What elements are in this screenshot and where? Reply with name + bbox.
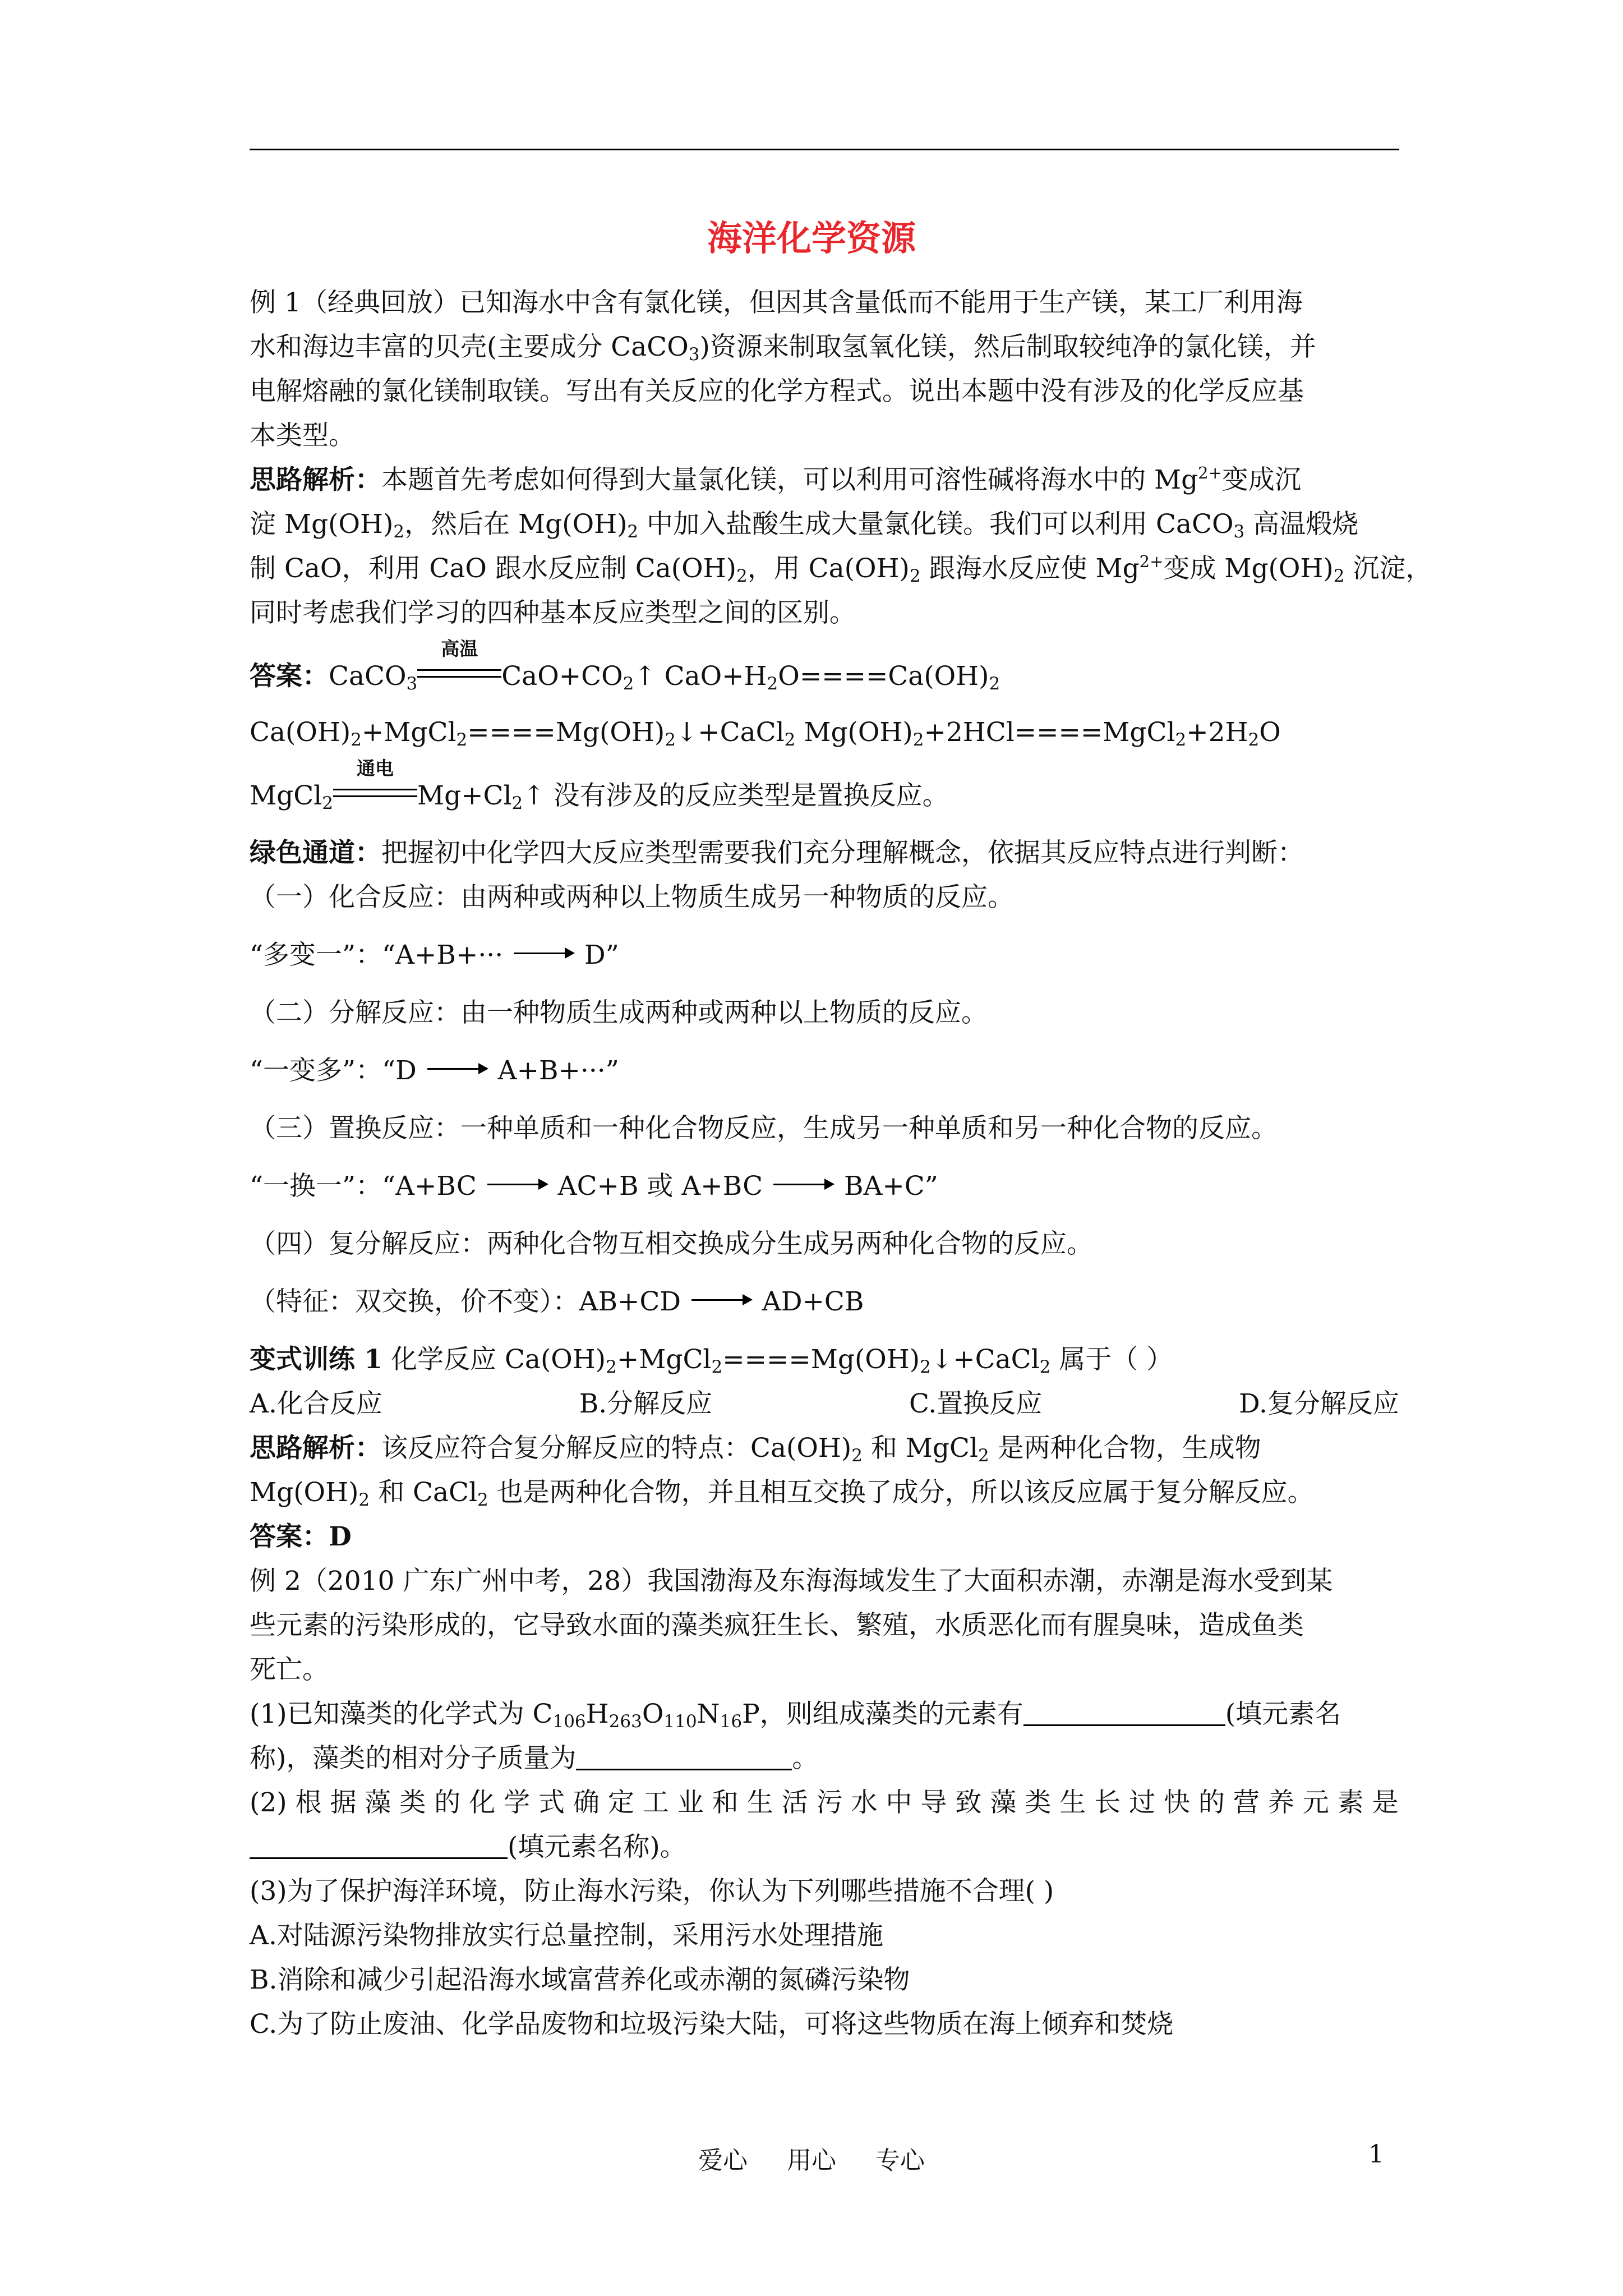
arrow-icon — [511, 945, 576, 961]
ex1-line-4: 本类型。 — [250, 420, 355, 451]
arrow-icon — [485, 1176, 550, 1193]
green-formula-3: “一换一”：“A+BC AC+B 或 A+BC BA+C” — [250, 1171, 938, 1202]
ex2-q2-line-2: (填元素名称)。 — [250, 1825, 1399, 1869]
ex1-line-1: 例 1（经典回放）已知海水中含有氯化镁，但因其含量低而不能用于生产镁，某工厂利用海 — [250, 287, 1303, 318]
arrow-icon — [425, 1060, 490, 1077]
answer1-eq-2: $Ca(OH)_2+MgCl_2====Mg(OH)_2↓+CaCl_2$ $Mg(OH)_2+2HCl====MgCl_2+2H_2O$ — [250, 717, 1281, 750]
footer-motto: 爱心 用心 专心 — [698, 2146, 925, 2175]
analysis1-line-2: 淀 $Mg(OH)_2$，然后在 $Mg(OH)_2$ 中加入盐酸生成大量氯化镁。我们可以利用 CaCO$_3$ 高温煅烧 — [250, 509, 1359, 542]
green-type-1: （一）化合反应：由两种或两种以上物质生成另一种物质的反应。 — [250, 882, 1014, 913]
green-formula-4: （特征：双交换，价不变）：AB+CD AD+CB — [250, 1286, 864, 1317]
ex1-line-3: 电解熔融的氯化镁制取镁。写出有关反应的化学方程式。说出本题中没有涉及的化学反应基 — [250, 376, 1304, 407]
drill1-analysis-2: $Mg(OH)_2$ 和 CaCl$_2$ 也是两种化合物，并且相互交换了成分，所以该反应属于复分解反应。 — [250, 1477, 1314, 1510]
ex2-q1-line-2: 称)，藻类的相对分子质量为 。 — [250, 1743, 819, 1774]
green-formula-1: “多变一”：“A+B+··· D” — [250, 940, 619, 970]
option-a: A.化合反应 — [250, 1388, 382, 1419]
green-type-2: （二）分解反应：由一种物质生成两种或两种以上物质的反应。 — [250, 997, 988, 1028]
page-number: 1 — [1368, 2140, 1384, 2169]
ex2-line-3: 死亡。 — [250, 1654, 329, 1685]
option-c: C.置换反应 — [909, 1388, 1043, 1419]
ex1-line-2: 水和海边丰富的贝壳(主要成分 CaCO$_3$)资源来制取氢氧化镁，然后制取较纯净的氯化镁，并 — [250, 332, 1316, 365]
content — [250, 280, 1432, 2046]
answer-blank — [250, 1830, 508, 1859]
option-b: B.分解反应 — [579, 1388, 713, 1419]
reaction-condition-high-temp: 高温 — [417, 661, 501, 684]
answer1-eq-1: 答案：CaCO$_3$ 高温 $CaO+CO_2↑$ $CaO+H_2O====Ca(OH)_2$ — [250, 638, 1000, 694]
ex2-option-a: A.对陆源污染物排放实行总量控制，采用污水处理措施 — [250, 1920, 883, 1951]
page-title: 海洋化学资源 — [707, 218, 916, 259]
ex2-q1-line-1: (1)已知藻类的化学式为 $C_{106}H_{263}O_{110}N_{16}P$，则组成藻类的元素有 (填元素名 — [250, 1699, 1341, 1732]
ex2-line-1: 例 2（2010 广东广州中考，28）我国渤海及东海海域发生了大面积赤潮，赤潮是海水受到某 — [250, 1566, 1333, 1596]
ex2-option-b: B.消除和减少引起沿海水域富营养化或赤潮的氮磷污染物 — [250, 1964, 910, 1995]
ex2-option-c: C.为了防止废油、化学品废物和垃圾污染大陆，可将这些物质在海上倾弃和焚烧 — [250, 2009, 1174, 2040]
ex2-q2-line-1: (2) 根 据 藻 类 的 化 学 式 确 定 工 业 和 生 活 污 水 中 导 致 藻 类 生 长 过 快 的 营 养 元 素 是 — [250, 1787, 1399, 1818]
ex2-line-2: 些元素的污染形成的，它导致水面的藻类疯狂生长、繁殖，水质恶化而有腥臭味，造成鱼类 — [250, 1610, 1304, 1641]
answer-label: 答案： — [250, 661, 329, 692]
analysis-label: 思路解析： — [250, 464, 381, 495]
header-rule — [250, 149, 1399, 150]
answer1-eq-3: MgCl$_2$ 通电 $Mg+Cl_2↑$ 没有涉及的反应类型是置换反应。 — [250, 757, 949, 813]
drill-label: 变式训练 1 — [250, 1344, 383, 1375]
option-d: D.复分解反应 — [1239, 1388, 1399, 1419]
ex2-q3: (3)为了保护海洋环境，防止海水污染，你认为下列哪些措施不合理( ) — [250, 1876, 1054, 1907]
arrow-icon — [689, 1291, 754, 1308]
green-type-4: （四）复分解反应：两种化合物互相交换成分生成另两种化合物的反应。 — [250, 1228, 1093, 1259]
analysis1-line-1: 思路解析：本题首先考虑如何得到大量氯化镁，可以利用可溶性碱将海水中的 $Mg^{2+}$变成沉 — [250, 463, 1301, 495]
answer-blank — [1023, 1697, 1225, 1726]
drill1-answer: 答案：D — [250, 1521, 352, 1552]
drill1-options — [250, 1382, 1399, 1426]
green-type-3: （三）置换反应：一种单质和一种化合物反应，生成另一种单质和另一种化合物的反应。 — [250, 1113, 1278, 1144]
green-intro: 绿色通道：把握初中化学四大反应类型需要我们充分理解概念，依据其反应特点进行判断： — [250, 838, 1304, 868]
answer-blank — [576, 1742, 792, 1770]
analysis1-line-3: 制 CaO，利用 CaO 跟水反应制 $Ca(OH)_2$，用 $Ca(OH)_2$ 跟海水反应使 $Mg^{2+}$变成 $Mg(OH)_2$ 沉淀， — [250, 552, 1432, 586]
reaction-condition-electric: 通电 — [333, 781, 417, 803]
drill1-question: 变式训练 1 化学反应 $Ca(OH)_2+MgCl_2====Mg(OH)_2↓+CaCl_2$ 属于（ ） — [250, 1344, 1173, 1377]
green-label: 绿色通道： — [250, 838, 381, 868]
drill1-analysis-1: 思路解析：该反应符合复分解反应的特点：$Ca(OH)_2$ 和 MgCl$_2$ 是两种化合物，生成物 — [250, 1433, 1261, 1466]
answer-label: 答案： — [250, 1521, 329, 1552]
analysis1-line-4: 同时考虑我们学习的四种基本反应类型之间的区别。 — [250, 597, 856, 628]
arrow-icon — [771, 1176, 836, 1193]
green-formula-2: “一变多”：“D A+B+···” — [250, 1055, 619, 1086]
analysis-label: 思路解析： — [250, 1433, 381, 1464]
